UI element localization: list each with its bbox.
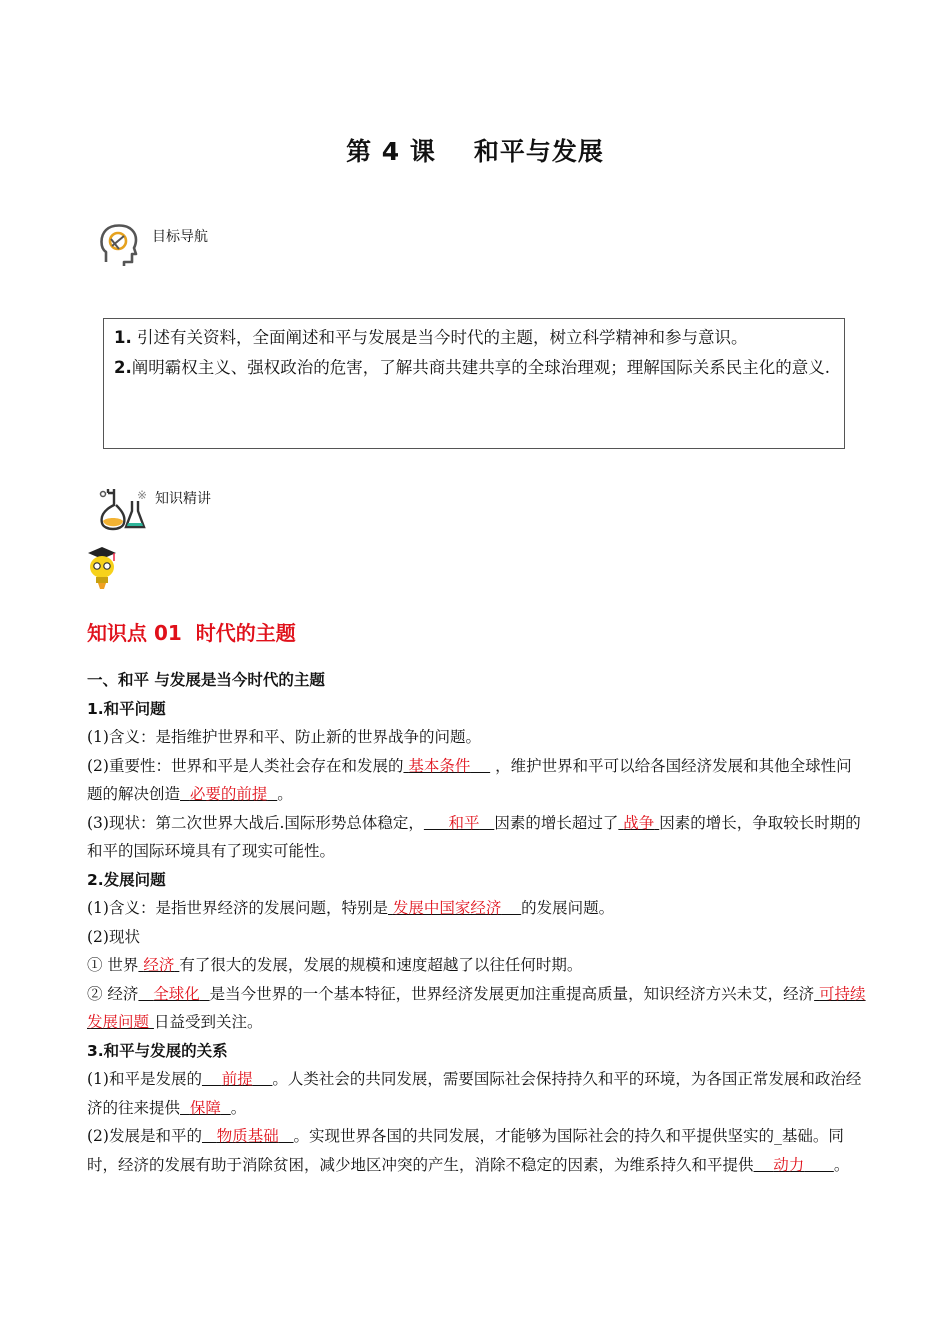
nav-label: 目标导航	[152, 229, 208, 245]
fill-blank: 动力	[773, 1155, 805, 1174]
lesson-content	[87, 666, 867, 1179]
fill-blank: 基本条件	[408, 756, 471, 775]
knowledge-point-heading: 知识点 01 时代的主题	[87, 621, 296, 645]
lesson-name: 和平与发展	[473, 137, 604, 166]
subsection-heading: 1.和平问题	[87, 699, 166, 718]
paragraph: (2)现状	[87, 927, 140, 946]
paragraph: ① 世界 经济 有了很大的发展，发展的规模和速度超越了以往任何时期。	[87, 956, 583, 974]
fill-blank: 和平	[448, 813, 480, 832]
fill-blank: 前提	[221, 1070, 253, 1088]
paragraph: (3)现状：第二次世界大战后.国际形势总体稳定， 和平 因素的增长超过了 战争 因素的增长，争取较长时期的和平的国际环境具有了现实可能性。	[87, 813, 861, 860]
fill-blank: 经济	[143, 956, 175, 974]
fill-blank: 战争	[623, 813, 655, 832]
page-title	[0, 132, 950, 168]
fill-blank: 必要的前提	[189, 785, 268, 803]
lesson-number: 第 4 课	[346, 137, 436, 166]
lab-label: 知识精讲	[155, 491, 211, 507]
brain-icon	[98, 222, 140, 268]
paragraph: (1)含义：是指世界经济的发展问题，特别是 发展中国家经济 的发展问题。	[87, 899, 615, 917]
subsection-heading: 3.和平与发展的关系	[87, 1041, 228, 1060]
fill-blank: 保障	[189, 1098, 221, 1117]
paragraph: (1)含义：是指维护世界和平、防止新的世界战争的问题。	[87, 728, 481, 746]
subsection-heading: 2.发展问题	[87, 870, 166, 889]
fill-blank: 物质基础	[216, 1127, 279, 1145]
paragraph: ② 经济 全球化 是当今世界的一个基本特征，世界经济发展更加注重提高质量，知识经济方兴未艾，经济 可持续发展问题 日益受到关注。	[87, 984, 866, 1031]
learning-goals-box	[103, 318, 845, 449]
fill-blank: 全球化	[153, 984, 200, 1003]
fill-blank: 可持续发展问题	[87, 984, 866, 1031]
star-icon: ※	[137, 488, 148, 502]
paragraph: (2)发展是和平的 物质基础 。实现世界各国的共同发展，才能够为国际社会的持久和平提供坚实的_基础。同时，经济的发展有助于消除贫困，减少地区冲突的产生，消除不稳定的因素，为维系持久和平提供 动力 。	[87, 1127, 850, 1174]
fill-blank: 发展中国家经济	[392, 899, 502, 917]
lightbulb-mascot-icon	[84, 545, 124, 591]
goal-item: 1. 引述有关资料，全面阐述和平与发展是当今时代的主题，树立科学精神和参与意识。	[114, 328, 748, 347]
section-heading: 一、和平 与发展是当今时代的主题	[87, 671, 325, 689]
paragraph: (1)和平是发展的 前提 。人类社会的共同发展，需要国际社会保持持久和平的环境，为各国正常发展和政治经济的往来提供 保障 。	[87, 1070, 862, 1117]
paragraph: (2)重要性：世界和平是人类社会存在和发展的 基本条件 ，维护世界和平可以给各国经济发展和其他全球性问题的解决创造 必要的前提 。	[87, 756, 852, 803]
goal-item: 2.阐明霸权主义、强权政治的危害，了解共商共建共享的全球治理观；理解国际关系民主化的意义.	[114, 358, 830, 377]
